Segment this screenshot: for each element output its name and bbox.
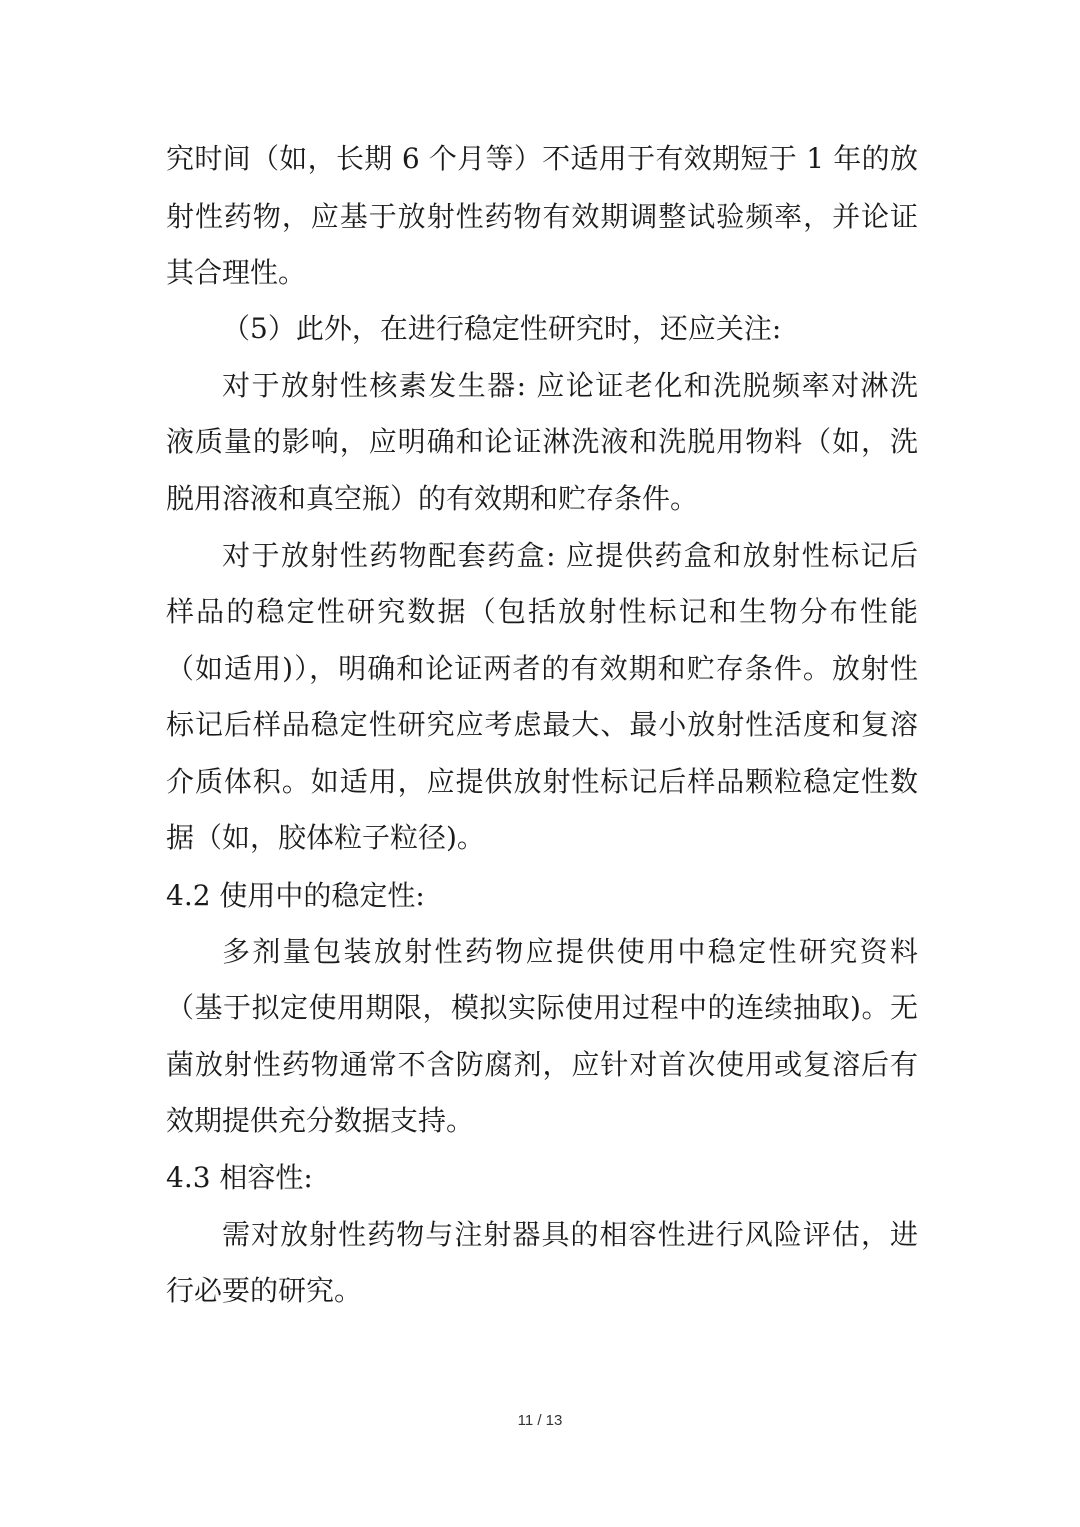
text-line: 多剂量包装放射性药物应提供使用中稳定性研究资料 xyxy=(222,935,918,968)
text-line: 对于放射性核素发生器: 应论证老化和洗脱频率对淋洗 xyxy=(222,369,918,402)
section-heading: 4.3 相容性: xyxy=(166,1161,313,1194)
text-line: 脱用溶液和真空瓶）的有效期和贮存条件。 xyxy=(166,482,699,515)
text-line: 需对放射性药物与注射器具的相容性进行风险评估，进 xyxy=(222,1218,918,1251)
section-heading: 4.2 使用中的稳定性: xyxy=(166,879,425,912)
text-line: 介质体积。如适用，应提供放射性标记后样品颗粒稳定性数 xyxy=(166,765,918,798)
text-line: （基于拟定使用期限，模拟实际使用过程中的连续抽取)。无 xyxy=(166,991,918,1024)
text-line: 样品的稳定性研究数据（包括放射性标记和生物分布性能 xyxy=(166,595,918,628)
text-line: （5）此外，在进行稳定性研究时，还应关注: xyxy=(222,312,782,345)
text-line: 对于放射性药物配套药盒: 应提供药盒和放射性标记后 xyxy=(222,539,918,572)
text-line: 液质量的影响，应明确和论证淋洗液和洗脱用物料（如，洗 xyxy=(166,425,918,458)
text-line: 究时间（如，长期 6 个月等）不适用于有效期短于 1 年的放 xyxy=(166,142,918,175)
text-line: 效期提供充分数据支持。 xyxy=(166,1104,475,1137)
text-line: 标记后样品稳定性研究应考虑最大、最小放射性活度和复溶 xyxy=(166,708,918,741)
text-line: 其合理性。 xyxy=(166,256,307,289)
text-line: 行必要的研究。 xyxy=(166,1274,363,1307)
text-line: 射性药物，应基于放射性药物有效期调整试验频率，并论证 xyxy=(166,200,918,233)
page-number: 11 / 13 xyxy=(517,1412,563,1429)
text-line: 菌放射性药物通常不含防腐剂，应针对首次使用或复溶后有 xyxy=(166,1048,918,1081)
text-line: （如适用)），明确和论证两者的有效期和贮存条件。放射性 xyxy=(166,652,918,685)
text-line: 据（如，胶体粒子粒径)。 xyxy=(166,821,485,854)
